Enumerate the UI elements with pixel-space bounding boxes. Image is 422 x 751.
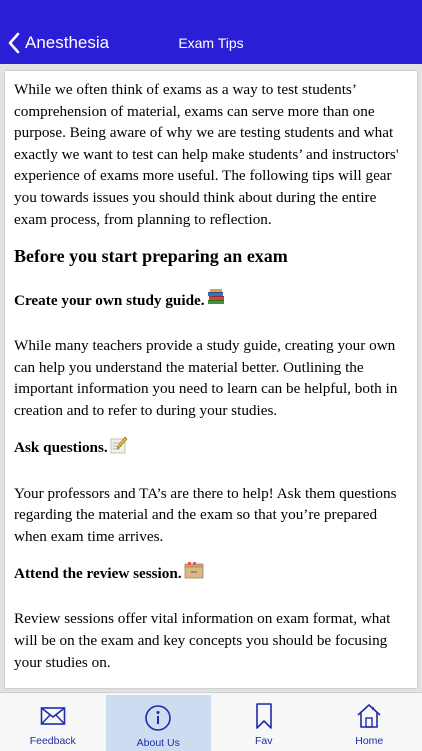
books-emoji-icon [207,288,225,313]
tip-heading [14,436,408,461]
info-icon [144,704,172,732]
memo-emoji-icon [110,436,128,461]
tip-body: Your professors and TA’s are there to help! Ask them questions regarding the material and the exam so that you’re prepared when exam time arrives. [14,483,408,548]
tab-label: Home [355,735,383,747]
tip-heading-text: Create your own study guide. [14,290,205,312]
bookmark-icon [255,702,273,730]
article-content[interactable] [5,71,417,688]
tip-heading-text: Attend the review session. [14,563,182,585]
tab-about-us[interactable] [106,695,212,751]
back-button-label: Anesthesia [25,33,109,53]
intro-paragraph: While we often think of exams as a way to test students’ comprehension of material, exams can serve more than one purpose. Being aware of why we are testing students and what exactly we want to test can help make students’ and instructors' experience of exams more useful. The following tips will gear you towards issues you should think about during the entire exam process, from planning to reflection. [14,79,408,230]
tip-heading [14,561,408,586]
tab-feedback[interactable] [0,693,106,751]
page-title: Exam Tips [0,30,422,56]
tab-home[interactable] [317,693,422,751]
navigation-bar [0,0,422,64]
tab-fav[interactable] [211,693,317,751]
tab-bar [0,692,422,751]
tab-label: About Us [137,737,180,749]
file-box-emoji-icon [184,561,204,586]
tip-heading-text: Ask questions. [14,437,108,459]
tip-body: Review sessions offer vital information on exam format, what will be on the exam and key concepts you should be focusing your studies on. [14,608,408,673]
tip-body: While many teachers provide a study guide, creating your own can help you understand the material better. Outlining the important information you need to learn can be helpful, both in creation and to refer to during your studies. [14,335,408,421]
home-icon [356,702,382,730]
envelope-icon [40,702,66,730]
section-heading: Before you start preparing an exam [14,244,408,268]
tab-label: Feedback [30,735,76,747]
tip-heading [14,288,408,313]
tab-label: Fav [255,735,273,747]
